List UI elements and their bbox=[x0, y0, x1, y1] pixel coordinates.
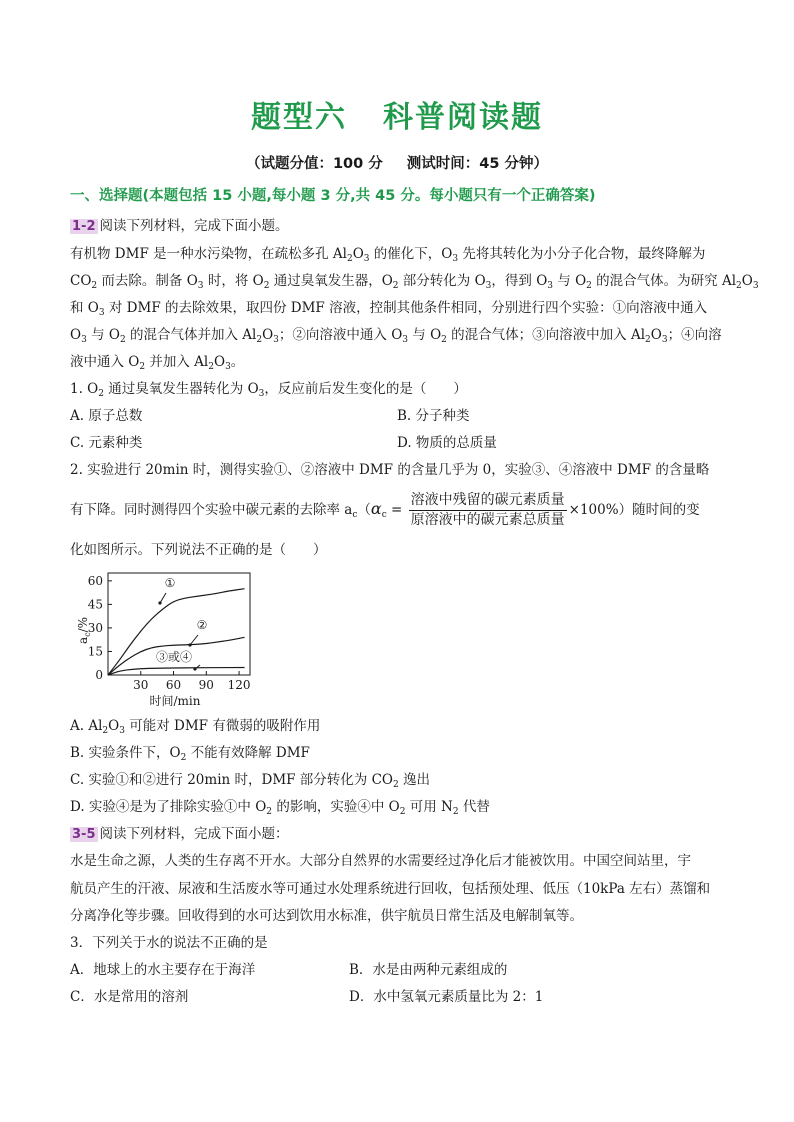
title-sub: 科普阅读题 bbox=[383, 100, 543, 135]
q2-option-c[interactable]: C. 实验①和②进行 20min 时，DMF 部分转化为 $CO_2$ 逸出 bbox=[70, 772, 431, 790]
q1-option-d[interactable]: D. 物质的总质量 bbox=[397, 435, 497, 451]
score-text: （试题分值：100 分 bbox=[245, 156, 383, 172]
group2-header: 3-5 阅读下列材料，完成下面小题： bbox=[72, 826, 289, 842]
y-tick-label: 0 bbox=[95, 668, 103, 682]
material-line: 水是生命之源，人类的生存离不开水。大部分自然界的水需要经过净化后才能被饮用。中国空间站里，宇 bbox=[70, 853, 691, 869]
q3-option-d[interactable]: D．水中氢氧元素质量比为 2：1 bbox=[349, 989, 544, 1005]
q2-option-d[interactable]: D. 实验④是为了排除实验①中 $O_2$ 的影响，实验④中 $O_2$ 可用 $N_2$ 代替 bbox=[70, 799, 490, 817]
alpha-symbol: α bbox=[370, 499, 382, 518]
q3-option-c[interactable]: C．水是常用的溶剂 bbox=[70, 989, 189, 1005]
material-line: 液中通入 $O_2$ 并加入 $Al_2O_3$。 bbox=[70, 354, 245, 372]
question-2-formula-line: 有下降。同时测得四个实验中碳元素的去除率 $a_c(\alpha_c$ = $\frac{\text{溶液中残留的碳元素质量}}{\text{原溶液中的碳元素总质量}}$ ×100%）随时间的变 bbox=[70, 492, 700, 528]
question-2-stem: 2. 实验进行 20min 时，测得实验①、②溶液中 DMF 的含量几乎为 0，实验③、④溶液中 DMF 的含量略 bbox=[70, 462, 710, 478]
material-line: 有机物 DMF 是一种水污染物，在疏松多孔 $Al_2O_3$ 的催化下，$O_3$ 先将其转化为小分子化合物，最终降解为 bbox=[70, 246, 706, 264]
y-tick-label: 60 bbox=[87, 573, 103, 588]
question-1-stem: 1. $O_2$ 通过臭氧发生器转化为 $O_3$，反应前后发生变化的是（ ） bbox=[70, 381, 467, 399]
question-2-stem-end: 化如图所示。下列说法不正确的是（ ） bbox=[70, 542, 327, 558]
x-tick-label: 90 bbox=[198, 678, 214, 692]
material-line: $O_3$ 与 $O_2$ 的混合气体并加入 $Al_2O_3$；②向溶液中通入 $O_3$ 与 $O_2$ 的混合气体；③向溶液中加入 $Al_2O_3$；④向溶 bbox=[70, 327, 722, 345]
q2-option-a[interactable]: A. $Al_2O_3$ 可能对 DMF 有微弱的吸附作用 bbox=[70, 718, 321, 736]
formula-fraction: $\frac{\text{溶液中残留的碳元素质量}}{\text{原溶液中的碳元素总质量}}$ bbox=[410, 492, 565, 528]
x-tick-label: 30 bbox=[133, 678, 149, 692]
question-3-stem: 3．下列关于水的说法不正确的是 bbox=[70, 935, 268, 951]
q2-option-b[interactable]: B. 实验条件下，$O_2$ 不能有效降解 DMF bbox=[70, 745, 310, 763]
series-pointer-2 bbox=[190, 635, 198, 645]
q3-option-a[interactable]: A．地球上的水主要存在于海洋 bbox=[70, 962, 256, 978]
series-label-3: ③或④ bbox=[155, 650, 193, 664]
y-tick-label: 45 bbox=[87, 597, 103, 612]
q1-option-c[interactable]: C. 元素种类 bbox=[70, 435, 143, 451]
x-tick-label: 120 bbox=[227, 678, 251, 692]
series-line-3 bbox=[108, 667, 245, 675]
q1-option-a[interactable]: A. 原子总数 bbox=[70, 408, 143, 424]
group-tag: 3-5 bbox=[72, 827, 96, 842]
series-label-2: ② bbox=[196, 618, 208, 632]
series-pointer-head-1 bbox=[158, 601, 161, 604]
section-heading: 一、选择题(本题包括 15 小题,每小题 3 分,共 45 分。每小题只有一个正确答案) bbox=[70, 188, 596, 204]
y-tick-label: 30 bbox=[87, 620, 103, 635]
x-tick-label: 60 bbox=[165, 678, 182, 692]
material-line: 航员产生的汗液、尿液和生活废水等可通过水处理系统进行回收，包括预处理、低压（10kPa 左右）蒸馏和 bbox=[70, 881, 711, 897]
series-pointer-1 bbox=[160, 593, 166, 603]
material-line: $CO_2$ 而去除。制备 $O_3$ 时，将 $O_2$ 通过臭氧发生器，$O_2$ 部分转化为 $O_3$，得到 $O_3$ 与 $O_2$ 的混合气体。为研究 $Al_2O_3$ bbox=[70, 273, 759, 291]
group1-header: 1-2 阅读下列材料，完成下面小题。 bbox=[72, 218, 289, 234]
removal-rate-chart bbox=[70, 565, 260, 715]
series-pointer-head-2 bbox=[188, 643, 191, 646]
time-text: 测试时间：45 分钟） bbox=[406, 156, 549, 172]
chart-labels bbox=[156, 576, 207, 671]
title-main: 题型六 bbox=[251, 100, 347, 135]
page-title bbox=[0, 92, 794, 136]
q3-option-b[interactable]: B．水是由两种元素组成的 bbox=[349, 962, 508, 978]
material-line: 分离净化等步骤。回收得到的水可达到饮用水标准，供宇航员日常生活及电解制氧等。 bbox=[70, 908, 583, 924]
exam-meta bbox=[0, 152, 794, 173]
series-label-1: ① bbox=[164, 576, 176, 590]
material-line: 和 $O_3$ 对 DMF 的去除效果，取四份 DMF 溶液，控制其他条件相同，分别进行四个实验：①向溶液中通入 bbox=[70, 300, 708, 318]
x-axis-label: 时间/min bbox=[149, 694, 201, 708]
group-tag: 1-2 bbox=[72, 219, 96, 234]
q1-option-b[interactable]: B. 分子种类 bbox=[397, 408, 470, 424]
y-axis-label: $a_c/\%$ bbox=[76, 616, 92, 644]
series-pointer-head-3 bbox=[193, 667, 196, 670]
y-tick-label: 15 bbox=[87, 644, 103, 659]
